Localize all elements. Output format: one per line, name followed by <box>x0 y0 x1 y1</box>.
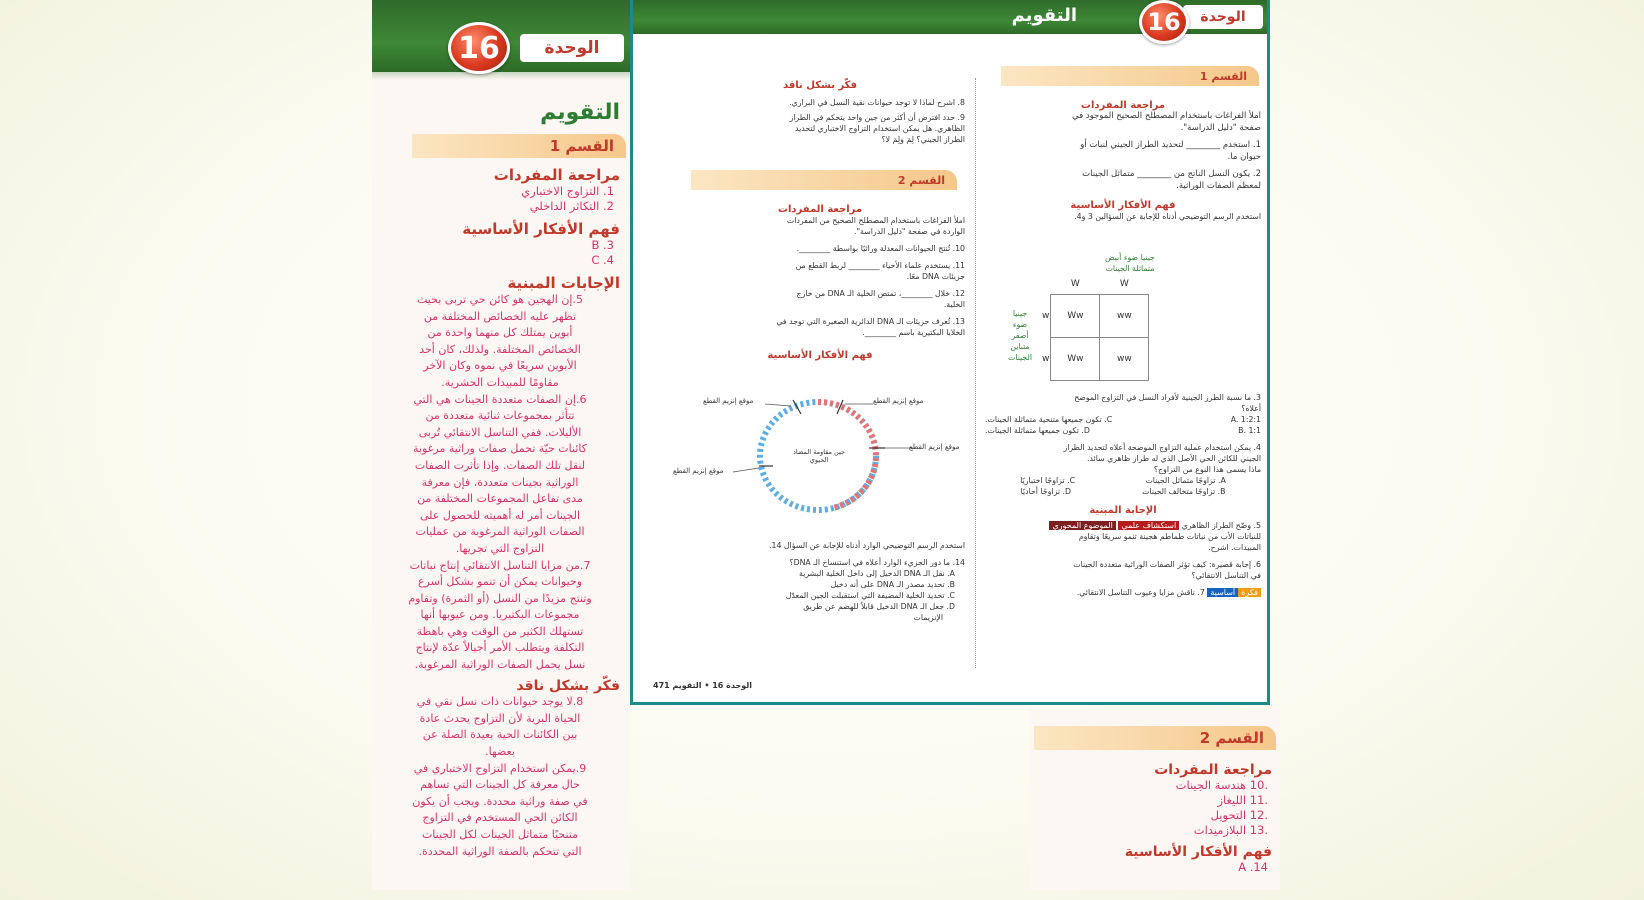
page-title: التقويم <box>1011 5 1077 26</box>
section-2-header: القسم 2 <box>1034 726 1276 750</box>
answer-line: 6.إن الصفات متعددة الجينات هي التي <box>413 392 587 406</box>
question-6: 6. إجابة قصيرة: كيف تؤثر الصفات الوراثية متعددة الجينات <box>1073 560 1261 569</box>
plasmid-center-label: جين مقاومة المضاد الحيوي <box>793 448 845 464</box>
punnett-side-label <box>1005 308 1035 363</box>
question-4-cont: الجيني للكائن الحي الأصل الذي له طراز ظاهري سائد. <box>1086 454 1261 463</box>
constructed-heading: الإجابات المبنية <box>507 274 620 292</box>
q3-option-b[interactable]: B. 1:1 <box>1238 426 1261 435</box>
critical-thinking-block <box>675 80 965 145</box>
question-5-cont: للنباتات الأب من نباتات طماطم هجينة تنمو سريعًا وتقاوم <box>1078 532 1261 541</box>
punnett-cell: Ww <box>1051 338 1100 381</box>
plasmid-label: موقع إنزيم القطع <box>703 397 754 405</box>
punnett-top-label-line: جينيا ضوء أبيض <box>1105 253 1155 262</box>
answer-line: التي تتحكم بالصفة الوراثية المحددة. <box>418 844 582 858</box>
vocab-heading: مراجعة المفردات <box>1154 762 1272 778</box>
answer-line: بعضها. <box>485 745 515 759</box>
q3-option-c[interactable]: C. تكون جميعها متنحية متماثلة الجينات. <box>985 415 1113 424</box>
q14-option-c[interactable]: C. تحديد الخلية المضيفة التي استقبلت الجين المعدّل <box>785 591 955 600</box>
instruction-line: املأ الفراغات باستخدام المصطلح الصحيح الموجود في <box>1072 111 1261 121</box>
unit-label: الوحدة <box>520 34 624 62</box>
punnett-row-allele: w <box>1042 311 1050 321</box>
question-14-block <box>675 540 965 623</box>
answer-line: وتنتج مزيدًا من النسل (أو الثمرة) وتقاوم <box>408 591 592 605</box>
instruction-line: املأ الفراغات باستخدام المصطلح الصحيح من المفردات <box>786 216 965 225</box>
plasmid-label: موقع إنزيم القطع <box>873 397 924 405</box>
question-4-cont: ماذا يسمى هذا النوع من التزاوج؟ <box>1153 465 1261 474</box>
q14-option-a[interactable]: A. نقل الـ DNA الدخيل إلى داخل الخلية البشرية <box>799 569 955 578</box>
instruction-line: صفحة "دليل الدراسة". <box>1180 122 1261 133</box>
punnett-cell: ww <box>1100 295 1149 338</box>
question-7 <box>985 587 1261 598</box>
q4-option-c[interactable]: C. تزاوجًا اختباريًا <box>1020 476 1076 485</box>
punnett-side-label-line: جينيا ضوء أصفر <box>1011 309 1029 340</box>
punnett-cell: Ww <box>1051 295 1100 338</box>
q4-option-a[interactable]: A. تزاوجًا متماثل الجينات <box>1145 476 1226 485</box>
column-divider <box>975 78 976 668</box>
question-11: 11. يستخدم علماء الأحياء ________ لربط القطع من <box>795 261 965 270</box>
answer-line: متنحيًا متماثل الجينات لكل الجينات <box>421 828 579 841</box>
punnett-top-label-line: متماثلة الجينات <box>1105 264 1155 273</box>
answer-line: الوراثية بجينات متعددة، فإن معرفة <box>421 475 579 489</box>
plasmid-label: موقع إنزيم القطع <box>673 467 724 475</box>
vocab-answer: .12 التحويل <box>1210 808 1268 822</box>
answer-line: 5.إن الهجين هو كائن حي تربى بحيث <box>416 293 583 306</box>
question-12: 12. خلال ________، تمتص الخلية الـ DNA من خارج <box>796 289 965 298</box>
theme-tag: الموضوع المحوري <box>1049 521 1115 530</box>
page-title: التقويم <box>540 100 620 125</box>
plasmid-diagram <box>673 392 963 520</box>
instruction-line: استخدم الرسم التوضيحي الوارد أدناه للإجابة عن السؤال 14. <box>769 541 965 550</box>
key-ideas-heading: فهم الأفكار الأساسية <box>462 220 620 238</box>
vocab-answer: .13 البلازميدات <box>1193 823 1268 837</box>
answer-line: مقاومًا للمبيدات الحشرية. <box>441 375 559 389</box>
vocab-answer: .10 هندسة الجينات <box>1175 778 1268 792</box>
answer-line: بين الكائنات الحية بعيدة الصلة عن <box>422 728 578 742</box>
section-2-header: القسم 2 <box>691 170 957 190</box>
constructed-answers <box>380 292 620 860</box>
key-ideas-heading: فهم الأفكار الأساسية <box>1124 844 1272 860</box>
answer-line: الحياة البرية لأن التزاوج يحدث عادة <box>419 711 581 725</box>
header-shadow <box>372 72 630 80</box>
vocab-answer: .11 الليغاز <box>1217 793 1268 807</box>
answer-line: في صفة وراثية محددة. ويجب أن يكون <box>412 794 588 808</box>
section-1-questions <box>985 392 1261 598</box>
punnett-square <box>1005 252 1215 382</box>
q3-option-d[interactable]: D. تكون جميعها متماثلة الجينات. <box>985 426 1090 435</box>
question-12-cont: الخلية. <box>943 300 965 309</box>
question-10: 10. تُنتج الحيوانات المعدلة وراثيًا بواسطة ________. <box>796 244 965 253</box>
q5-number-text: 5. وضّح الطراز الظاهري <box>1181 521 1261 530</box>
answer-line: تستهلك الكثير من الوقت وهي باهظة <box>416 624 584 638</box>
question-13-cont: الخلايا البكتيرية باسم ________. <box>862 328 965 337</box>
answer-line: أبوين يمتلك كل منهما واحدة من <box>427 326 573 340</box>
ideas-answer: A .14 <box>1238 860 1268 874</box>
unit-label: الوحدة <box>1183 5 1263 29</box>
answer-line: تتأثر بمجموعات ثنائية متعددة من <box>425 409 575 423</box>
big-idea-tag: فكرة <box>1238 588 1261 597</box>
instruction-line: الواردة في صفحة "دليل الدراسة". <box>853 227 965 236</box>
vocab-heading: مراجعة المفردات <box>1080 100 1166 111</box>
q4-options-row <box>985 486 1261 497</box>
question-4: 4. يمكن استخدام عملية التزاوج الموضحة أعلاه لتحديد الطراز <box>1063 443 1261 452</box>
vocab-answer: 1. التزاوج الاختباري <box>521 184 614 198</box>
answer-line: نسل يحمل الصفات الوراثية المرغوبة. <box>414 658 586 672</box>
punnett-table <box>1041 274 1149 381</box>
answer-line: 8.لا يوجد حيوانات ذات نسل نقي في <box>416 695 584 709</box>
question-9: 9. حدد افترض أن أكثر من جين واحد يتحكم في الطراز <box>789 113 965 122</box>
answer-line: الجينات أمر له أهميته للحصول على <box>419 508 581 522</box>
label-leader <box>765 404 791 406</box>
answer-line: 7.من مزايا التناسل الانتقائي إنتاج نباتات <box>409 558 591 572</box>
answer-line: وحيوانات يمكن أن تنمو بشكل أسرع <box>417 575 583 589</box>
answer-line: 9.يمكن استخدام التزاوج الاختباري في <box>413 761 587 775</box>
question-1: 1. استخدم ________ لتحديد الطراز الجيني لنبات أو <box>1080 140 1261 150</box>
q3-options-row <box>985 414 1261 425</box>
punnett-col-allele: W <box>1119 279 1129 289</box>
answer-line: مجموعات البكتيريا. ومن عيوبها أنها <box>420 608 580 622</box>
unit-number-badge: 16 <box>1139 0 1189 44</box>
question-6-cont: في التناسل الانتقائي؟ <box>1191 571 1261 580</box>
q7-text: 7. ناقش مزايا وعيوب التناسل الانتقائي. <box>1076 588 1205 597</box>
constructed-heading: الإجابة المبنية <box>1089 505 1157 516</box>
question-5 <box>985 520 1261 531</box>
section-1-header: القسم 1 <box>412 134 626 158</box>
key-ideas-heading: فهم الأفكار الأساسية <box>767 350 873 361</box>
punnett-cell: ww <box>1100 338 1149 381</box>
question-8: 8. اشرح لماذا لا توجد حيوانات نقية النسل في البراري. <box>789 98 965 107</box>
key-ideas-heading: فهم الأفكار الأساسية <box>1070 200 1176 211</box>
theme-tag: استكشاف علمي <box>1118 521 1179 530</box>
plasmid-label: موقع إنزيم القطع <box>909 443 960 451</box>
answer-line: حال معرفة كل الجينات التي تساهم <box>420 778 580 792</box>
q4-option-d[interactable]: D. تزاوجًا أحاديًا <box>1020 487 1072 496</box>
punnett-side-label-line: متباين الجينات <box>1008 342 1032 362</box>
critical-thinking-heading: فكّر بشكل ناقد <box>516 677 620 694</box>
label-leader <box>733 468 759 472</box>
bottom-answer-block <box>1030 710 1280 890</box>
question-2-cont: لمعظم الصفات الوراثية. <box>1176 180 1261 191</box>
q14-option-b[interactable]: B. تحديد مصدر الـ DNA على أنه دخيل <box>830 580 955 589</box>
q14-option-d-cont: الإنزيمات <box>913 613 943 622</box>
ideas-answer: B .3 <box>591 238 614 252</box>
student-page <box>630 0 1270 705</box>
question-14: 14. ما دور الجزيء الوارد أعلاه في استنساخ الـ DNA؟ <box>789 558 965 567</box>
answer-line: الخصائص المختلفة. ولذلك، كان أحد <box>419 342 581 356</box>
punnett-row-allele: w <box>1042 354 1050 364</box>
answer-line: كائنات حيّة تحمل صفات وراثية مرغوبة <box>413 442 587 456</box>
answer-line: الأليلات. ففي التناسل الانتقائي تُربى <box>418 425 582 439</box>
q4-options-row <box>985 475 1261 486</box>
q4-option-b[interactable]: B. تزاوجًا متخالف الجينات <box>1142 487 1226 496</box>
instruction-line: استخدم الرسم التوضيحي أدناه للإجابة عن السؤالين 3 و4. <box>1074 212 1261 221</box>
question-9-cont: الظاهري. هل يمكن استخدام التزاوج الاختباري لتحديد <box>795 124 965 133</box>
section-1-content <box>985 100 1261 222</box>
answer-line: التكلفة ويتطلب الأمر أجيالاً عدّة لإنتاج <box>415 641 585 655</box>
question-3: 3. ما نسبة الطرز الجينية لأفراد النسل في التزاوج الموضح <box>1074 393 1261 402</box>
question-13: 13. تُعرف جزيئات الـ DNA الدائرية الصغيرة التي توجد في <box>776 317 965 326</box>
ideas-answer: C .4 <box>591 253 614 267</box>
corner-cell <box>1041 274 1051 295</box>
punnett-top-label <box>1065 252 1195 274</box>
question-11-cont: جزيئات DNA معًا. <box>906 272 965 281</box>
vocab-heading: مراجعة المفردات <box>493 166 620 184</box>
answer-line: لنقل تلك الصفات. وإذا تأثرت الصفات <box>414 458 586 472</box>
question-1-cont: حيوان ما. <box>1227 151 1261 162</box>
q3-options-row <box>985 425 1261 436</box>
page-footer: الوحدة 16 • التقويم 471 <box>653 681 753 690</box>
bottom-answers <box>1036 762 1272 875</box>
answer-line: مدى تفاعل المجموعات المختلفة من <box>417 492 583 506</box>
q3-option-a[interactable]: A. 1:2:1 <box>1230 415 1261 424</box>
answer-line: الصفات الوراثية المرغوبة من عمليات <box>415 525 585 539</box>
cut-site-marker <box>793 400 801 414</box>
question-5-cont: المبيدات. اشرح. <box>1208 543 1261 552</box>
q14-option-d[interactable]: D. جعل الـ DNA الدخيل قابلاً للهضم عن طريق <box>803 602 955 611</box>
vocab-answer: 2. التكاثر الداخلي <box>529 199 614 213</box>
left-answer-column <box>372 0 630 890</box>
punnett-col-allele: W <box>1070 279 1080 289</box>
vocab-heading: مراجعة المفردات <box>777 204 863 215</box>
section-2-content <box>675 204 965 361</box>
unit-number-badge: 16 <box>448 22 510 74</box>
question-2: 2. يكون النسل الناتج من ________ متماثل الجينات <box>1082 169 1261 179</box>
critical-thinking-heading: فكّر بشكل ناقد <box>782 80 858 91</box>
answer-line: الأبوين سريعًا في نموه وكان الآخر <box>423 359 577 373</box>
answer-line: تظهر عليه الخصائص المختلفة من <box>423 309 577 323</box>
question-3-cont: أعلاه؟ <box>1241 404 1261 413</box>
section-1-header: القسم 1 <box>1001 66 1259 86</box>
answer-line: الكائن الحي المستخدم في التزاوج <box>422 811 578 825</box>
big-idea-tag: أساسية <box>1207 588 1238 597</box>
answer-line: التزاوج التي تجريها. <box>455 541 545 555</box>
vocab-review-block <box>380 166 620 292</box>
question-9-cont: الطراز الجيني؟ لِمَ ولِمَ لا؟ <box>881 135 965 144</box>
